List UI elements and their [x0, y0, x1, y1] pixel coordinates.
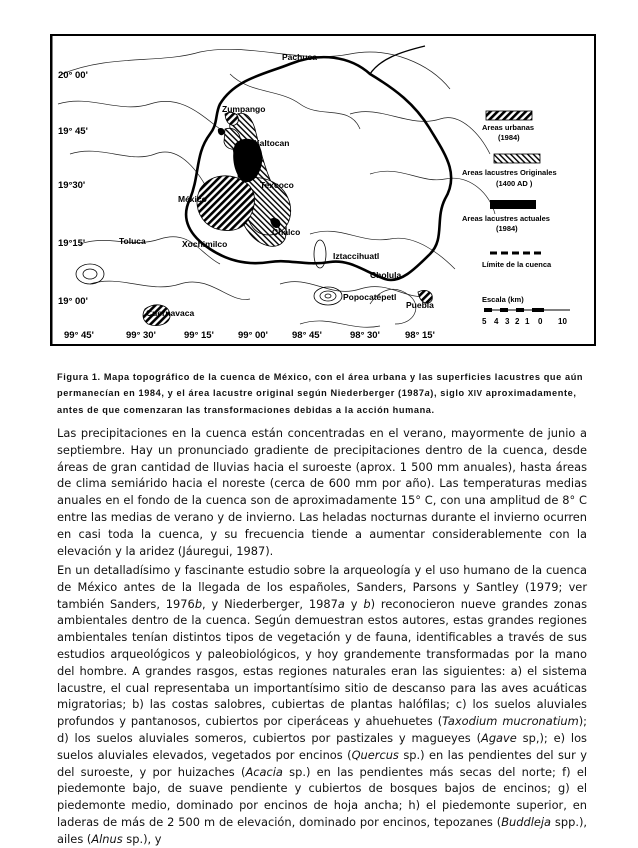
longitude-label: 98° 30': [350, 330, 380, 341]
place-label-zumpango: Zumpango: [222, 104, 266, 114]
latitude-label: 20° 00': [58, 70, 88, 81]
scale-tick: 10: [558, 317, 567, 326]
place-label-xaltocan: Xaltocan: [254, 138, 290, 148]
legend-swatch-current-lake: [490, 200, 536, 209]
place-label-iztaccihuatl: Iztaccihuatl: [333, 251, 380, 261]
place-label-popocatepetl: Popocatépetl: [343, 292, 397, 302]
legend-swatch-urban: [486, 111, 532, 120]
scale-tick: 4: [494, 317, 499, 326]
latitude-label: 19°30': [58, 180, 86, 191]
latitude-label: 19° 00': [58, 296, 88, 307]
legend-swatch-original-lake: [494, 154, 540, 163]
topographic-map: [50, 34, 596, 346]
longitude-label: 98° 15': [405, 330, 435, 341]
longitude-label: 99° 30': [126, 330, 156, 341]
place-label-chalco: Chalco: [272, 227, 301, 237]
place-label-cuernavaca: Cuernavaca: [146, 308, 195, 318]
place-label-puebla: Puebla: [406, 300, 434, 310]
scale-tick: 2: [515, 317, 520, 326]
svg-text:Areas urbanas: Areas urbanas: [482, 123, 535, 132]
scale-tick: 5: [482, 317, 487, 326]
svg-text:(1400 AD ): (1400 AD ): [496, 179, 533, 188]
svg-text:Límite de la cuenca: Límite de la cuenca: [482, 260, 552, 269]
place-label-cholula: Cholula: [370, 270, 402, 280]
svg-text:Areas lacustres actuales: Areas lacustres actuales: [462, 214, 550, 223]
scale-tick: 1: [525, 317, 530, 326]
longitude-label: 99° 45': [64, 330, 94, 341]
svg-text:(1984): (1984): [498, 133, 520, 142]
svg-text:Escala (km): Escala (km): [482, 295, 524, 304]
longitude-label: 99° 15': [184, 330, 214, 341]
longitude-label: 98° 45': [292, 330, 322, 341]
longitude-label: 99° 00': [238, 330, 268, 341]
scale-tick: 0: [538, 317, 543, 326]
figure-caption: Figura 1. Mapa topográfico de la cuenca de México, con el área urbana y las superficies lacustres que aún permanecían en 1984, y el área lacustre original según Niederberger (1987a), siglo XIV aproximadamente, antes de que comenzaran las transformaciones debidas a la acción humana.: [57, 372, 584, 415]
place-label-toluca: Toluca: [119, 236, 146, 246]
svg-text:(1984): (1984): [496, 224, 518, 233]
latitude-label: 19° 45': [58, 126, 88, 137]
body-paragraph: Las precipitaciones en la cuenca están concentradas en el verano, mayormente de junio a septiembre. Hay un pronunciado gradiente de precipitaciones dentro de la cuenca, desde áreas de gran cantidad de lluvias hacia el suroeste (aprox. 1 500 mm anuales), hasta áreas de clima semiárido hacia el noreste (cerca de 600 mm por año). Las temperaturas medias anuales en el fondo de la cuenca son de aproximadamente 15° C, con una amplitud de 8° C entre las medias de verano y de invierno. Las heladas nocturnas durante el invierno ocurren en casi toda la cuenca, y su frecuencia tiende a aumentar considerablemente con la elevación y la aridez (Jáuregui, 1987).: [57, 426, 587, 558]
place-label-xochimilco: Xochimilco: [182, 239, 228, 249]
svg-text:Areas lacustres Originales: Areas lacustres Originales: [462, 168, 557, 177]
place-label-pachuca: Pachuca: [282, 52, 317, 62]
scale-tick: 3: [505, 317, 510, 326]
latitude-label: 19°15': [58, 238, 86, 249]
body-paragraph: En un detalladísimo y fascinante estudio sobre la arqueología y el uso humano de la cuenca de México antes de la llegada de los españoles, Sanders, Parsons y Santley (1979; ver también Sanders, 1976b, y Niederberger, 1987a y b) reconocieron nueve grandes zonas ambientales dentro de la cuenca. Según demuestran estos autores, estas grandes regiones ambientales tenían distintos tipos de vegetación y de fauna, identificables a través de sus estudios arqueológicos y paleobiológicos, y hoy grandemente transformadas por la mano del hombre. A grandes rasgos, estas regiones naturales eran las siguientes: a) el sistema lacustre, el cual representaba un importantísimo sitio de descanso para las aves acuáticas migratorias; b) las costas salobres, cubiertas de plantas halófilas; c) los suelos aluviales profundos y pantanosos, cubiertos por ciperáceas y ahuehuetes (Taxodium mucronatium); d) los suelos aluviales someros, cubiertos por pastizales y magueyes (Agave sp,); e) los suelos aluviales elevados, vegetados por encinos (Quercus sp.) en las pendientes del sur y del suroeste, y por huizaches (Acacia sp.) en las pendientes más secas del norte; f) el piedemonte bajo, de suave pendiente y cubiertos de bosques bajos de encinos; g) el piedemonte medio, dominado por encinos de hoja ancha; h) el piedemonte superior, en laderas de más de 2 500 m de elevación, dominado por encinos, tepozanes (Buddleja spp.), ailes (Alnus sp.), y: [57, 563, 588, 846]
place-label-texcoco: Texcoco: [260, 180, 294, 190]
caption-label: Figura 1.: [57, 372, 101, 382]
place-label-mexico: México: [178, 194, 207, 204]
